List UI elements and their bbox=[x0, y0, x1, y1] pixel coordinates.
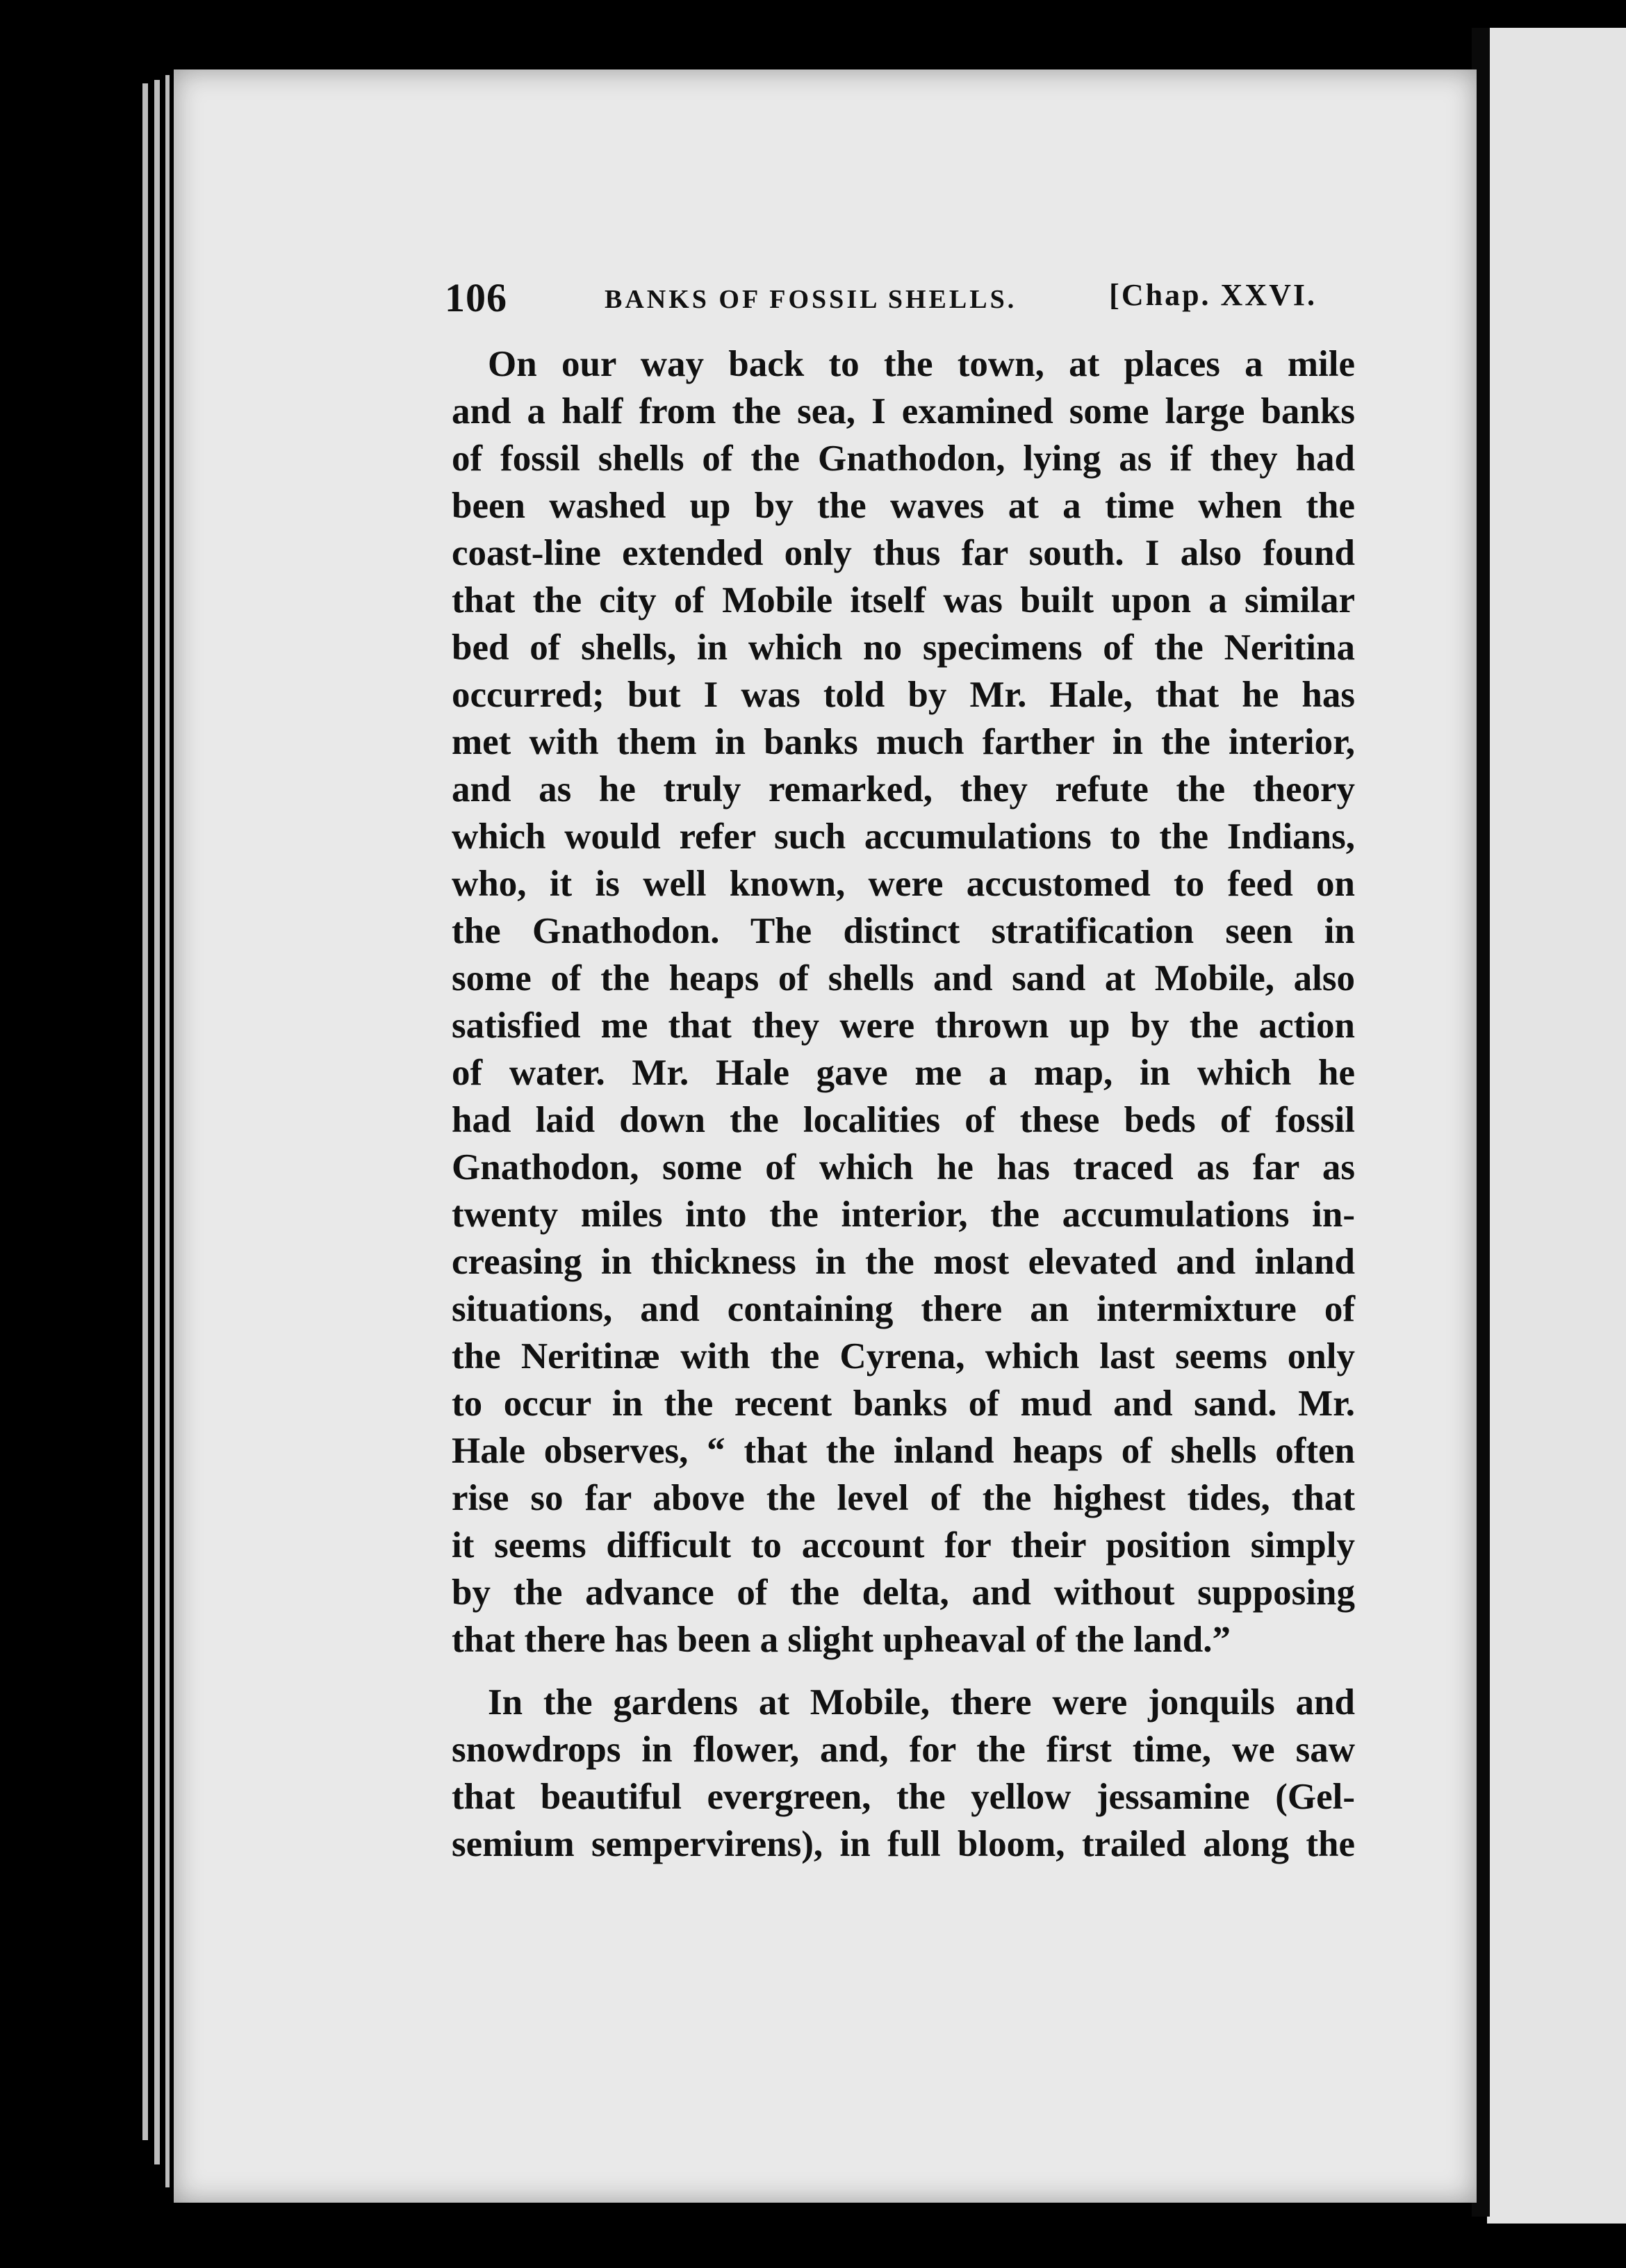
text-line: that the city of Mobile itself was built upon a similar bbox=[452, 580, 1355, 621]
text-line: and as he truly remarked, they refute the theory bbox=[452, 769, 1355, 810]
paragraph bbox=[452, 1679, 1355, 1868]
text-line: and a half from the sea, I examined some large banks bbox=[452, 391, 1355, 432]
text-line: met with them in banks much farther in the interior, bbox=[452, 722, 1355, 762]
text-line: been washed up by the waves at a time when the bbox=[452, 486, 1355, 526]
page-edge bbox=[142, 83, 148, 2140]
paragraph bbox=[452, 340, 1355, 1663]
text-line: it seems difficult to account for their position simply bbox=[452, 1525, 1355, 1566]
text-line: to occur in the recent banks of mud and sand. Mr. bbox=[452, 1383, 1355, 1424]
text-line: the Gnathodon. The distinct stratification seen in bbox=[452, 911, 1355, 951]
running-title: BANKS OF FOSSIL SHELLS. bbox=[605, 285, 1017, 314]
text-line: snowdrops in flower, and, for the first time, we saw bbox=[452, 1729, 1355, 1770]
chapter-reference: [Chap. XXVI. bbox=[1109, 278, 1317, 312]
text-line: satisfied me that they were thrown up by the action bbox=[452, 1005, 1355, 1046]
text-line: coast-line extended only thus far south. I also found bbox=[452, 533, 1355, 573]
text-line: On our way back to the town, at places a mile bbox=[488, 344, 1355, 384]
text-line: In the gardens at Mobile, there were jonquils and bbox=[488, 1682, 1355, 1723]
text-line: twenty miles into the interior, the accumulations in- bbox=[452, 1194, 1355, 1235]
text-line: the Neritinæ with the Cyrena, which last seems only bbox=[452, 1336, 1355, 1377]
text-line: rise so far above the level of the highest tides, that bbox=[452, 1478, 1355, 1518]
text-line: of water. Mr. Hale gave me a map, in which he bbox=[452, 1053, 1355, 1093]
page-edge bbox=[154, 80, 160, 2164]
text-line: who, it is well known, were accustomed to feed on bbox=[452, 864, 1355, 904]
text-line: semium sempervirens), in full bloom, trailed along the bbox=[452, 1824, 1355, 1864]
text-line: that beautiful evergreen, the yellow jessamine (Gel- bbox=[452, 1777, 1355, 1817]
text-line: had laid down the localities of these beds of fossil bbox=[452, 1100, 1355, 1140]
text-line: by the advance of the delta, and without supposing bbox=[452, 1572, 1355, 1613]
facing-page bbox=[1487, 28, 1626, 2224]
page-edge bbox=[165, 75, 170, 2187]
paragraph-gap bbox=[452, 1663, 1355, 1679]
text-line: of fossil shells of the Gnathodon, lying as if they had bbox=[452, 438, 1355, 479]
page-header bbox=[445, 274, 1317, 323]
body-text bbox=[452, 340, 1355, 1868]
text-line: which would refer such accumulations to the Indians, bbox=[452, 816, 1355, 857]
text-line: situations, and containing there an intermixture of bbox=[452, 1289, 1355, 1329]
text-line: occurred; but I was told by Mr. Hale, that he has bbox=[452, 675, 1355, 715]
text-line: that there has been a slight upheaval of the land.” bbox=[452, 1620, 1231, 1660]
page-number: 106 bbox=[445, 275, 507, 320]
text-line: some of the heaps of shells and sand at Mobile, also bbox=[452, 958, 1355, 999]
text-line: Hale observes, “ that the inland heaps of shells often bbox=[452, 1431, 1355, 1471]
text-line: Gnathodon, some of which he has traced as far as bbox=[452, 1147, 1355, 1188]
text-line: creasing in thickness in the most elevated and inland bbox=[452, 1242, 1355, 1282]
text-line: bed of shells, in which no specimens of the Neritina bbox=[452, 627, 1355, 668]
